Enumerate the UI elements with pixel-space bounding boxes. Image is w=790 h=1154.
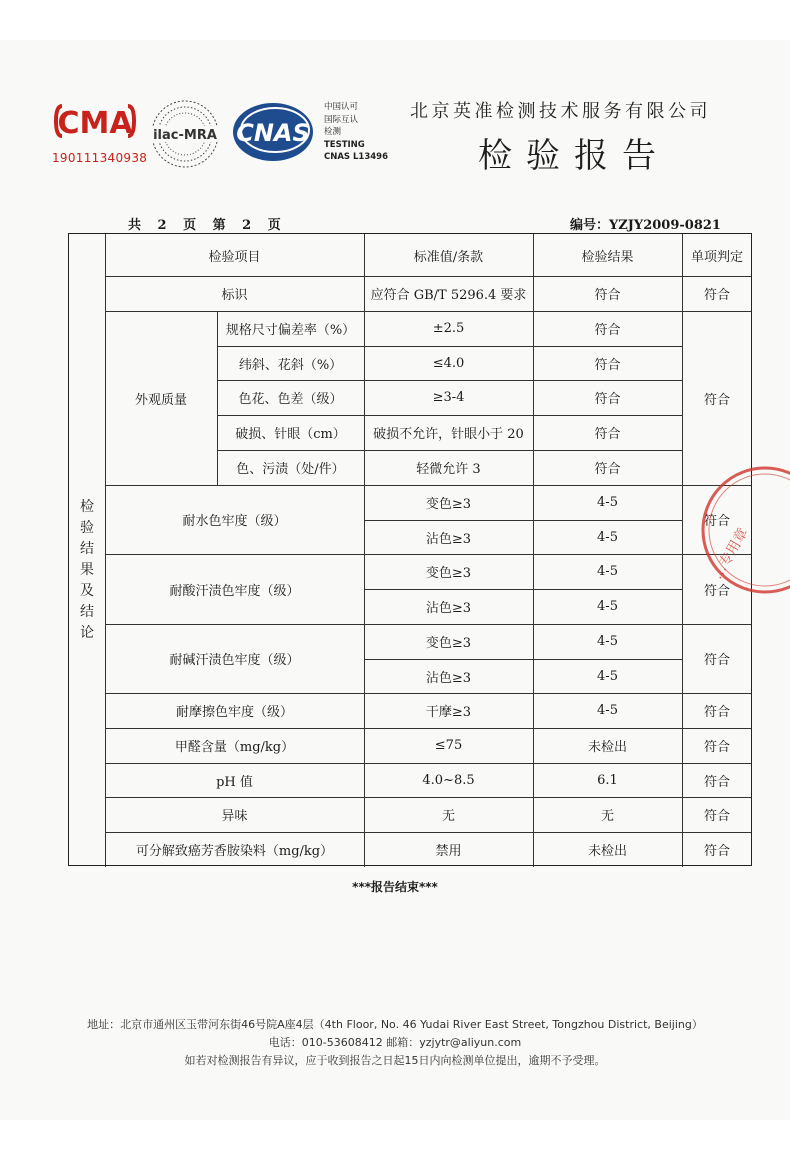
side-label-char: 及 bbox=[80, 583, 94, 599]
fastness-item: 耐酸汗渍色牢度（级） bbox=[169, 583, 300, 599]
appearance-group: 外观质量 bbox=[134, 392, 187, 408]
side-label-char: 结 bbox=[80, 604, 94, 620]
cma-label: CMA bbox=[57, 106, 133, 141]
appearance-item: 破损、针眼（cm） bbox=[235, 427, 346, 442]
row-standard: 4.0~8.5 bbox=[422, 772, 475, 788]
cnas-line: TESTING bbox=[324, 139, 365, 150]
ilac-label: ilac-MRA bbox=[153, 128, 217, 143]
row-standard: ≤75 bbox=[434, 738, 463, 753]
fastness-result: 4-5 bbox=[597, 495, 618, 510]
cma-number: 190111340938 bbox=[52, 151, 148, 165]
footer-contact: 电话：010-53608412 邮箱：yzjytr@aliyun.com bbox=[268, 1036, 522, 1049]
footer-address: 地址：北京市通州区玉带河东街46号院A座4层（4th Floor, No. 46 Yudai River East Street, Tongzhou District, Beijing） bbox=[87, 1018, 703, 1031]
cnas-line: 国际互认 bbox=[324, 114, 359, 125]
appearance-item: 纬斜、花斜（%） bbox=[238, 357, 343, 373]
appearance-standard: 轻微允许 3 bbox=[416, 462, 481, 477]
row-result: 未检出 bbox=[587, 740, 627, 755]
page-info: 共 2 页 第 2 页 bbox=[128, 218, 287, 233]
row-item: 耐摩擦色牢度（级） bbox=[175, 705, 293, 720]
row-judgment: 符合 bbox=[703, 740, 730, 755]
row-standard: 禁用 bbox=[435, 843, 462, 859]
official-stamp bbox=[690, 455, 790, 605]
side-label-char: 检 bbox=[80, 499, 94, 515]
fastness-standard: 沾色≥3 bbox=[425, 670, 472, 686]
side-label-char: 验 bbox=[80, 520, 94, 536]
footer-notice: 如若对检测报告有异议，应于收到报告之日起15日内向检测单位提出，逾期不予受理。 bbox=[184, 1054, 606, 1067]
fastness-standard: 沾色≥3 bbox=[425, 531, 472, 547]
cnas-accreditation-text bbox=[324, 101, 388, 164]
row-standard: 干摩≥3 bbox=[425, 705, 472, 720]
ilac-mra-logo bbox=[146, 96, 224, 172]
cnas-line: 中国认可 bbox=[324, 102, 359, 112]
appearance-standard: ≥3-4 bbox=[432, 390, 465, 405]
cma-logo bbox=[52, 98, 138, 144]
row-judgment: 符合 bbox=[703, 843, 730, 859]
row-judgment: 符合 bbox=[703, 288, 730, 303]
fastness-item: 耐碱汗渍色牢度（级） bbox=[169, 653, 300, 668]
company-name: 北京英准检测技术服务有限公司 bbox=[410, 101, 711, 122]
fastness-standard: 变色≥3 bbox=[425, 636, 472, 651]
fastness-judgment: 符合 bbox=[703, 583, 730, 599]
side-label-char: 结 bbox=[80, 541, 94, 557]
row-judgment: 符合 bbox=[703, 705, 730, 720]
row-result: 未检出 bbox=[587, 843, 627, 859]
stamp-text: …专用章 bbox=[709, 525, 752, 582]
fastness-judgment: 符合 bbox=[703, 514, 730, 529]
fastness-result: 4-5 bbox=[597, 599, 618, 614]
fastness-result: 4-5 bbox=[597, 668, 618, 684]
side-label-char: 果 bbox=[80, 562, 94, 578]
appearance-result: 符合 bbox=[594, 427, 621, 442]
appearance-standard: ≤4.0 bbox=[432, 355, 465, 371]
results-table bbox=[68, 233, 752, 866]
cnas-line: 检测 bbox=[324, 127, 342, 137]
row-result: 无 bbox=[600, 809, 614, 824]
appearance-result: 符合 bbox=[594, 323, 621, 338]
row-standard: 无 bbox=[441, 809, 455, 824]
appearance-item: 色花、色差（级） bbox=[238, 392, 343, 407]
appearance-judgment: 符合 bbox=[703, 392, 730, 408]
report-end-mark: ***报告结束*** bbox=[352, 880, 438, 894]
fastness-result: 4-5 bbox=[597, 564, 618, 579]
row-result: 符合 bbox=[594, 288, 621, 303]
report-title: 检验报告 bbox=[478, 136, 670, 176]
fastness-judgment: 符合 bbox=[703, 653, 730, 668]
fastness-result: 4-5 bbox=[597, 634, 618, 649]
fastness-result: 4-5 bbox=[597, 529, 618, 545]
header-judgment: 单项判定 bbox=[690, 249, 743, 265]
header-standard: 标准值/条款 bbox=[413, 249, 484, 265]
header-result: 检验结果 bbox=[581, 249, 634, 265]
fastness-standard: 变色≥3 bbox=[425, 497, 472, 512]
row-item: 标识 bbox=[221, 288, 248, 303]
appearance-result: 符合 bbox=[594, 392, 621, 407]
row-standard: 应符合 GB/T 5296.4 要求 bbox=[370, 288, 527, 303]
appearance-result: 符合 bbox=[594, 462, 621, 477]
row-item: pH 值 bbox=[216, 774, 253, 790]
row-judgment: 符合 bbox=[703, 809, 730, 824]
row-result: 6.1 bbox=[597, 772, 618, 788]
row-result: 4-5 bbox=[597, 703, 618, 718]
cnas-line: CNAS L13496 bbox=[324, 152, 388, 162]
row-item: 异味 bbox=[221, 809, 248, 824]
row-judgment: 符合 bbox=[703, 774, 730, 790]
row-item: 可分解致癌芳香胺染料（mg/kg） bbox=[135, 843, 334, 859]
fastness-standard: 沾色≥3 bbox=[425, 601, 472, 616]
cnas-label: CNAS bbox=[236, 119, 310, 147]
side-label-char: 论 bbox=[80, 625, 94, 641]
appearance-standard: 破损不允许，针眼小于 20 bbox=[373, 427, 524, 442]
side-label bbox=[69, 234, 105, 867]
row-item: 甲醛含量（mg/kg） bbox=[174, 740, 295, 755]
header-item: 检验项目 bbox=[208, 249, 261, 265]
appearance-standard: ±2.5 bbox=[432, 321, 465, 336]
fastness-item: 耐水色牢度（级） bbox=[182, 514, 287, 529]
appearance-result: 符合 bbox=[594, 357, 621, 373]
appearance-item: 规格尺寸偏差率（%） bbox=[225, 323, 356, 338]
appearance-item: 色、污渍（处/件） bbox=[236, 462, 345, 477]
report-serial: 编号：YZJY2009-0821 bbox=[570, 218, 721, 233]
fastness-standard: 变色≥3 bbox=[425, 566, 472, 581]
cnas-logo bbox=[229, 100, 317, 164]
